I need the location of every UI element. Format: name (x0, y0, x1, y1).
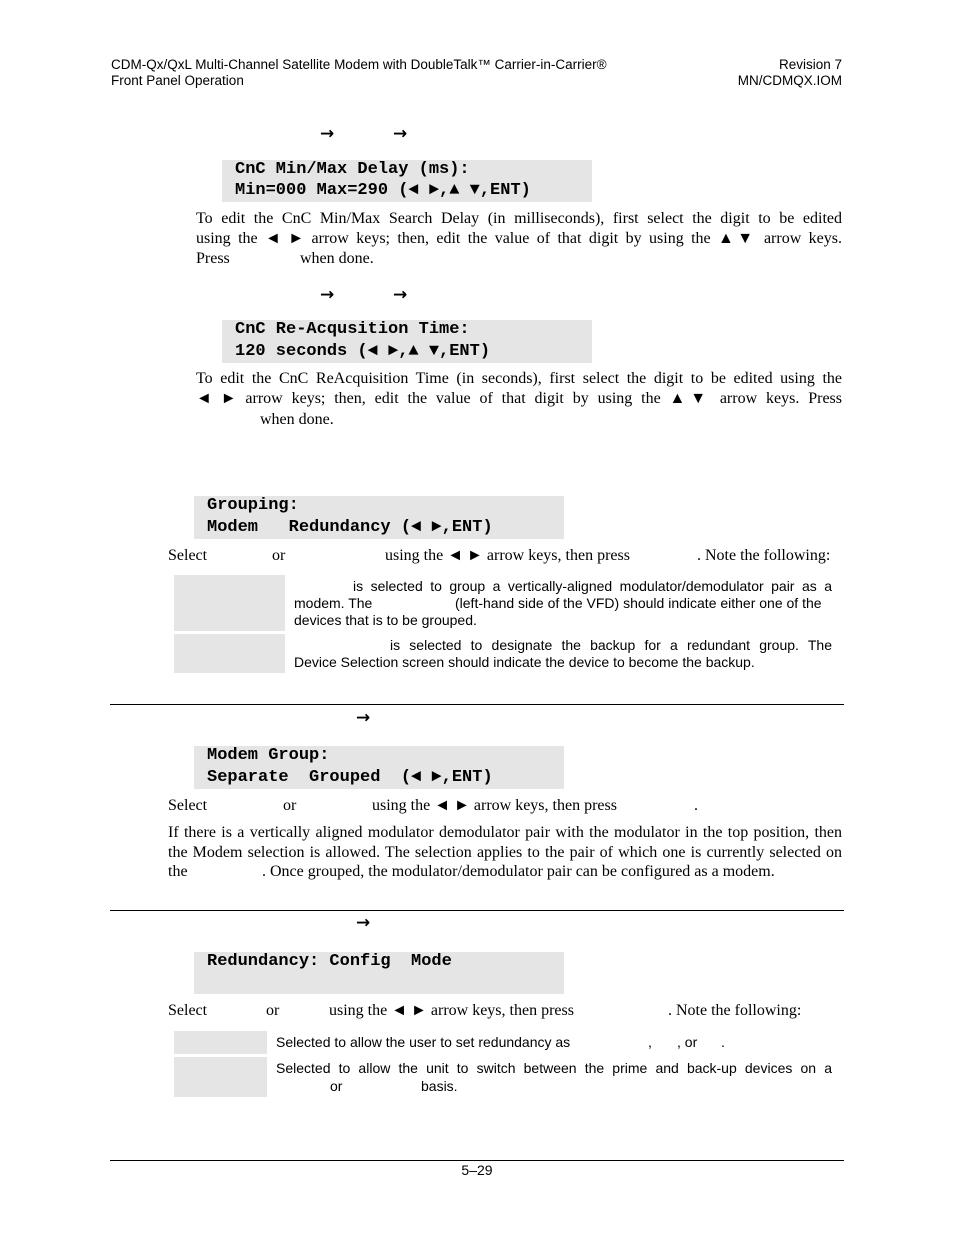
table-text: Device Selection screen should indicate the device to become the backup. (294, 654, 755, 670)
vfd-display-cnc-reacq (222, 320, 592, 363)
menu-path-arrow-icon: → (320, 285, 335, 305)
table-text: , or (677, 1034, 698, 1050)
instruction-text: or (272, 547, 286, 564)
paragraph-line: ◄ ► arrow keys; then, edit the value of that digit by using the ▲▼ arrow keys. Press (196, 390, 842, 407)
paragraph-text: when done. (260, 411, 334, 428)
menu-path-arrow-icon: → (393, 124, 408, 144)
table-text: modem. The (294, 595, 373, 611)
table-text: (left-hand side of the VFD) should indicate either one of the (455, 595, 822, 611)
vfd-line-1: CnC Min/Max Delay (ms): (235, 160, 470, 179)
table-key-cell (174, 1031, 267, 1054)
table-text: Selected to allow the unit to switch between the prime and back-up devices on a (276, 1060, 832, 1076)
table-text: . (721, 1034, 725, 1050)
menu-path-arrow-icon: → (356, 708, 371, 728)
header-title: CDM-Qx/QxL Multi-Channel Satellite Modem with DoubleTalk™ Carrier-in-Carrier® (111, 57, 607, 72)
section-divider (110, 704, 844, 705)
paragraph-line: To edit the CnC Min/Max Search Delay (in milliseconds), first select the digit to be edited (196, 210, 842, 227)
instruction-text: using the ◄ ► arrow keys, then press (385, 547, 630, 564)
instruction-text: using the ◄ ► arrow keys, then press (329, 1002, 574, 1019)
vfd-line-2: 120 seconds (◄ ►,▲ ▼,ENT) (235, 342, 491, 361)
paragraph-line: If there is a vertically aligned modulator demodulator pair with the modulator in the top position, then (168, 824, 842, 841)
paragraph-text: Press (196, 250, 230, 267)
vfd-display-grouping (194, 496, 564, 539)
vfd-line-2: Separate Grouped (◄ ►,ENT) (207, 768, 493, 787)
instruction-text: Select (168, 547, 208, 564)
vfd-display-redundancy (194, 952, 564, 994)
paragraph-line: the Modem selection is allowed. The selection applies to the pair of which one is currently selected on (168, 844, 842, 861)
table-key-cell (174, 634, 285, 673)
table-text: Selected to allow the user to set redundancy as (276, 1034, 571, 1050)
vfd-display-cnc-delay (222, 160, 592, 202)
instruction-text: or (266, 1002, 280, 1019)
paragraph-line: using the ◄ ► arrow keys; then, edit the value of that digit by using the ▲▼ arrow keys. (196, 230, 842, 247)
footer-rule (110, 1160, 844, 1161)
instruction-text: . (694, 797, 698, 814)
table-key-cell (174, 575, 285, 631)
menu-path-arrow-icon: → (356, 913, 371, 933)
instruction-text: . Note the following: (697, 547, 831, 564)
table-key-cell (174, 1057, 267, 1097)
instruction-text: or (283, 797, 297, 814)
table-text: , (648, 1034, 652, 1050)
table-text: basis. (421, 1078, 458, 1094)
instruction-text: Select (168, 1002, 208, 1019)
vfd-line-1: Grouping: (207, 496, 299, 515)
instruction-text: Select (168, 797, 208, 814)
instruction-text: . Note the following: (668, 1002, 802, 1019)
vfd-line-2: Modem Redundancy (◄ ►,ENT) (207, 518, 493, 537)
vfd-line-1: CnC Re-Acqusition Time: (235, 320, 470, 339)
instruction-text: using the ◄ ► arrow keys, then press (372, 797, 617, 814)
vfd-line-1: Redundancy: Config Mode (207, 952, 452, 971)
table-text: is selected to designate the backup for a redundant group. The (390, 637, 832, 653)
header-revision: Revision 7 (778, 57, 842, 72)
table-text: devices that is to be grouped. (294, 612, 477, 628)
menu-path-arrow-icon: → (393, 285, 408, 305)
menu-path-arrow-icon: → (320, 124, 335, 144)
paragraph-text: when done. (300, 250, 374, 267)
page-number: 5–29 (461, 1162, 493, 1178)
section-divider (110, 910, 844, 911)
table-text: or (330, 1078, 343, 1094)
header-subtitle: Front Panel Operation (111, 73, 244, 88)
vfd-line-2: Min=000 Max=290 (◄ ►,▲ ▼,ENT) (235, 181, 531, 200)
table-text: is selected to group a vertically-aligned modulator/demodulator pair as a (353, 578, 832, 594)
vfd-display-modem-group (194, 746, 564, 789)
paragraph-text: . Once grouped, the modulator/demodulator pair can be configured as a modem. (262, 863, 775, 880)
paragraph-text: the (168, 863, 188, 880)
vfd-line-1: Modem Group: (207, 746, 330, 765)
header-doc-id: MN/CDMQX.IOM (737, 73, 842, 88)
paragraph-line: To edit the CnC ReAcquisition Time (in seconds), first select the digit to be edited using the (196, 370, 842, 387)
